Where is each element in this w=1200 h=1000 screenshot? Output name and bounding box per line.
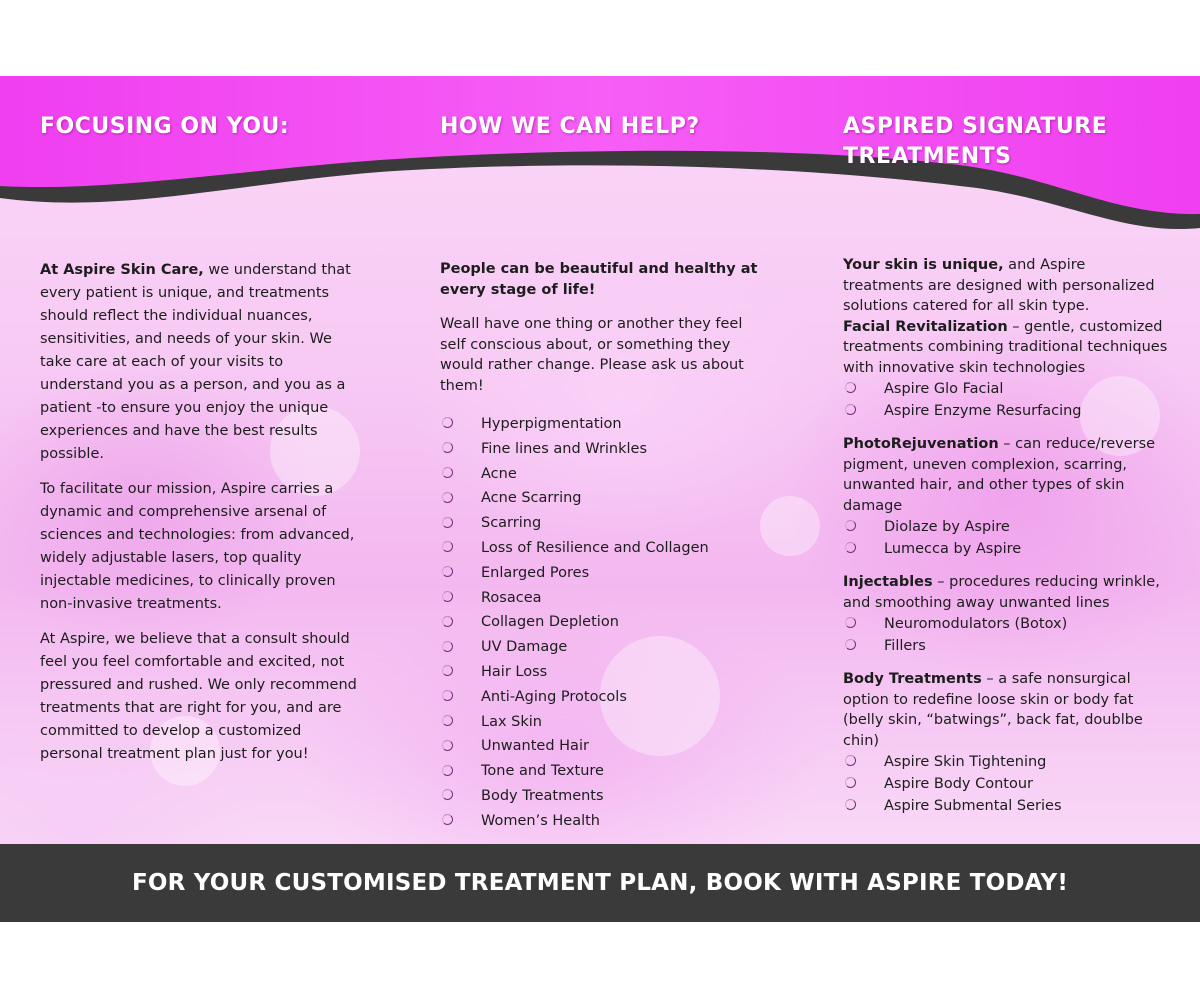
- circle-bullet-icon: [442, 541, 453, 552]
- treatment-name: Body Treatments: [843, 671, 982, 687]
- list-item-label: Loss of Resilience and Collagen: [481, 539, 709, 556]
- circle-bullet-icon: [442, 566, 453, 577]
- circle-bullet-icon: [442, 715, 453, 726]
- list-item-label: Acne Scarring: [481, 490, 582, 507]
- circle-bullet-icon: [442, 765, 453, 776]
- intro-bold: People can be beautiful and healthy at every stage of life!: [440, 261, 758, 298]
- treatment-section-injectables: [843, 572, 1168, 657]
- list-item-label: Hair Loss: [481, 663, 548, 680]
- treatment-name: PhotoRejuvenation: [843, 436, 999, 452]
- circle-bullet-icon: [442, 814, 453, 825]
- circle-bullet-icon: [442, 665, 453, 676]
- title-line: TREATMENTS: [843, 144, 1012, 169]
- list-item: [440, 784, 770, 809]
- list-item: [440, 610, 770, 635]
- brochure-page: [0, 76, 1200, 922]
- treatment-description: [843, 317, 1168, 379]
- circle-bullet-icon: [845, 755, 856, 766]
- list-item: [843, 773, 1168, 795]
- paragraph: At Aspire, we believe that a consult should feel you feel comfortable and excited, not pressured and rushed. We only recommend treatments that are right for you, and are committed to develop a customized personal treatment plan just for you!: [40, 631, 357, 762]
- treatment-description: [843, 572, 1168, 613]
- column-title-how-we-help: HOW WE CAN HELP?: [440, 114, 700, 139]
- list-item-label: Aspire Glo Facial: [884, 381, 1004, 397]
- circle-bullet-icon: [845, 799, 856, 810]
- column-focusing-on-you: [40, 259, 360, 778]
- column-signature-treatments: [843, 255, 1168, 829]
- list-item: [440, 685, 770, 710]
- list-item-label: Hyperpigmentation: [481, 416, 622, 432]
- title-line: ASPIRED SIGNATURE: [843, 114, 1108, 139]
- list-item: [440, 759, 770, 784]
- list-item: [440, 635, 770, 660]
- list-item: [843, 378, 1168, 400]
- treatment-description: [843, 669, 1168, 751]
- list-item: [843, 751, 1168, 773]
- bold-lead: Your skin is unique,: [843, 257, 1004, 273]
- list-item-label: Scarring: [481, 515, 542, 532]
- footer-banner: [0, 844, 1200, 922]
- circle-bullet-icon: [442, 789, 453, 800]
- circle-bullet-icon: [442, 690, 453, 701]
- paragraph: To facilitate our mission, Aspire carries a dynamic and comprehensive arsenal of sciences and technologies: from advanced, widely adjustable lasers, top quality injectable medicines, to clinically proven non-invasive treatments.: [40, 481, 355, 612]
- circle-bullet-icon: [442, 517, 453, 528]
- paragraph-text: and Aspire treatments are designed with personalized solutions catered for all skin type.: [843, 257, 1155, 314]
- list-item-label: Lumecca by Aspire: [884, 541, 1022, 557]
- treatment-name: Facial Revitalization: [843, 318, 1008, 335]
- list-item-label: Rosacea: [481, 589, 542, 606]
- list-item: [440, 437, 770, 462]
- intro-text: Weall have one thing or another they feel self conscious about, or something they would rather change. Please ask us about them!: [440, 316, 744, 394]
- circle-bullet-icon: [845, 382, 856, 393]
- circle-bullet-icon: [442, 417, 453, 428]
- list-item: [440, 412, 770, 437]
- circle-bullet-icon: [442, 442, 453, 453]
- list-item: [440, 536, 770, 561]
- list-item-label: Tone and Texture: [481, 763, 604, 780]
- list-item: [843, 516, 1168, 538]
- treatment-list: [843, 378, 1168, 422]
- list-item: [843, 400, 1168, 422]
- circle-bullet-icon: [845, 777, 856, 788]
- list-item-label: Lax Skin: [481, 713, 542, 730]
- circle-bullet-icon: [442, 467, 453, 478]
- treatment-section-body: [843, 669, 1168, 817]
- list-item-label: UV Damage: [481, 639, 568, 656]
- treatment-desc: – gentle, customized treatments combining traditional techniques with innovative skin technologies: [843, 318, 1168, 376]
- list-item-label: Fillers: [884, 638, 926, 654]
- list-item-label: Enlarged Pores: [481, 564, 590, 581]
- treatment-list: [843, 751, 1168, 817]
- footer-cta-text: FOR YOUR CUSTOMISED TREATMENT PLAN, BOOK WITH ASPIRE TODAY!: [131, 870, 1069, 896]
- circle-bullet-icon: [845, 542, 856, 553]
- circle-bullet-icon: [442, 740, 453, 751]
- circle-bullet-icon: [442, 641, 453, 652]
- column-how-we-can-help: [440, 259, 770, 834]
- circle-bullet-icon: [845, 617, 856, 628]
- list-item-label: Unwanted Hair: [481, 738, 589, 755]
- list-item: [843, 635, 1168, 657]
- column-title-focusing: FOCUSING ON YOU:: [40, 114, 290, 139]
- circle-bullet-icon: [442, 591, 453, 602]
- list-item-label: Collagen Depletion: [481, 614, 619, 631]
- intro-paragraph: [843, 255, 1168, 317]
- circle-bullet-icon: [845, 520, 856, 531]
- list-item-label: Aspire Submental Series: [884, 798, 1062, 814]
- circle-bullet-icon: [845, 639, 856, 650]
- list-item-label: Diolaze by Aspire: [884, 519, 1010, 535]
- list-item: [440, 710, 770, 735]
- treatment-list: [843, 516, 1168, 560]
- list-item-label: Acne: [481, 465, 517, 482]
- list-item-label: Aspire Skin Tightening: [884, 754, 1047, 770]
- list-item-label: Anti-Aging Protocols: [481, 688, 627, 705]
- list-item-label: Body Treatments: [481, 787, 604, 804]
- treatment-section-photorejuvenation: [843, 434, 1168, 560]
- list-item: [440, 462, 770, 487]
- list-item: [843, 538, 1168, 560]
- treatment-name: Injectables: [843, 574, 933, 590]
- treatment-desc: – a safe nonsurgical option to redefine loose skin or body fat (belly skin, “batwings”, back fat, doublbe chin): [843, 671, 1143, 749]
- list-item: [440, 734, 770, 759]
- list-item: [440, 511, 770, 536]
- treatment-description: [843, 434, 1168, 516]
- bold-lead: At Aspire Skin Care,: [40, 262, 204, 278]
- list-item: [440, 586, 770, 611]
- paragraph: [40, 259, 360, 466]
- treatment-list: [843, 613, 1168, 657]
- column-title-signature-treatments: [843, 112, 1107, 172]
- circle-bullet-icon: [442, 492, 453, 503]
- list-item: [440, 561, 770, 586]
- list-item: [440, 660, 770, 685]
- treatment-desc: – can reduce/reverse pigment, uneven complexion, scarring, unwanted hair, and other types of skin damage: [843, 436, 1156, 514]
- paragraph-text: we understand that every patient is unique, and treatments should reflect the individual nuances, sensitivities, and needs of your skin. We take care at each of your visits to understand you as a person, and you as a patient -to ensure you enjoy the unique experiences and have the best results possible.: [40, 262, 351, 462]
- list-item: [440, 809, 770, 834]
- list-item: [440, 486, 770, 511]
- list-item: [843, 613, 1168, 635]
- list-item: [843, 795, 1168, 817]
- treatment-section-facial: [843, 317, 1168, 423]
- circle-bullet-icon: [845, 404, 856, 415]
- list-item-label: Neuromodulators (Botox): [884, 616, 1068, 632]
- list-item-label: Aspire Enzyme Resurfacing: [884, 403, 1082, 419]
- concerns-list: [440, 412, 770, 834]
- list-item-label: Fine lines and Wrinkles: [481, 440, 648, 457]
- treatment-desc: – procedures reducing wrinkle, and smoothing away unwanted lines: [843, 574, 1160, 611]
- circle-bullet-icon: [442, 616, 453, 627]
- list-item-label: Aspire Body Contour: [884, 776, 1033, 792]
- list-item-label: Women’s Health: [481, 812, 600, 829]
